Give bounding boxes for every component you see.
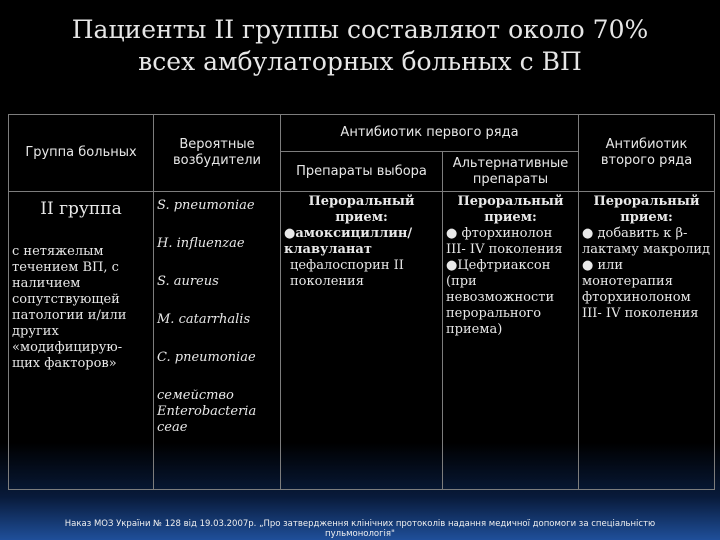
group-cell [9, 192, 154, 490]
alternative-item-1: фторхинолон III- IV поколения [446, 226, 563, 257]
treatment-table [8, 114, 715, 490]
second-line-item-1: добавить к β-лактаму макролид [582, 226, 711, 257]
footnote-line-1: Наказ МОЗ України № 128 від 19.03.2007р. „Про затвердження клінічних протоколів надання медичної допомоги за спеціальністю [64, 519, 656, 529]
pathogen-item: H. influenzae [157, 236, 245, 251]
second-line-cell [579, 192, 715, 490]
slide-title [0, 14, 720, 78]
pathogens-cell [154, 192, 281, 490]
pathogen-item: семейство Enterobacteria ceae [157, 388, 257, 435]
alternative-heading: Пероральный прием: [457, 194, 564, 225]
pathogen-item: M. catarrhalis [157, 312, 251, 327]
choice-item-2: цефалоспорин II поколения [290, 258, 404, 289]
header-alternative: Альтернативные препараты [443, 152, 579, 192]
bullet-icon: ● [582, 226, 598, 241]
title-line-1: Пациенты II группы составляют около 70% [71, 15, 649, 44]
bullet-icon: ● [446, 226, 462, 241]
second-line-heading: Пероральный прием: [593, 194, 700, 225]
header-first-line: Антибиотик первого ряда [281, 115, 579, 152]
choice-item-1: амоксициллин/ клавуланат [284, 226, 413, 257]
second-line-item-2: или монотерапия фторхинолоном III- IV поколения [582, 258, 699, 321]
bullet-icon: ● [446, 258, 458, 273]
pathogen-item: S. aureus [157, 274, 219, 289]
bullet-icon: ● [582, 258, 598, 273]
footnote-line-2: пульмонологія" [325, 529, 395, 539]
header-group: Группа больных [9, 115, 154, 192]
pathogen-item: C. pneumoniae [157, 350, 256, 365]
source-footnote [0, 519, 720, 539]
pathogen-item: S. pneumoniae [157, 198, 255, 213]
header-second-line: Антибиотик второго ряда [579, 115, 715, 192]
choice-cell [281, 192, 443, 490]
group-description: с нетяжелым течением ВП, с наличием сопутствующей патологии и/или других «модифицирую-щих факторов» [12, 244, 127, 371]
bullet-icon: ● [284, 226, 296, 241]
alternative-cell [443, 192, 579, 490]
group-label: II группа [40, 199, 122, 219]
choice-heading: Пероральный прием: [308, 194, 415, 225]
header-choice: Препараты выбора [281, 152, 443, 192]
alternative-item-2: Цефтриаксон (при невозможности перорального приема) [446, 258, 555, 337]
title-line-2: всех амбулаторных больных с ВП [138, 47, 582, 76]
header-pathogens: Вероятные возбудители [154, 115, 281, 192]
